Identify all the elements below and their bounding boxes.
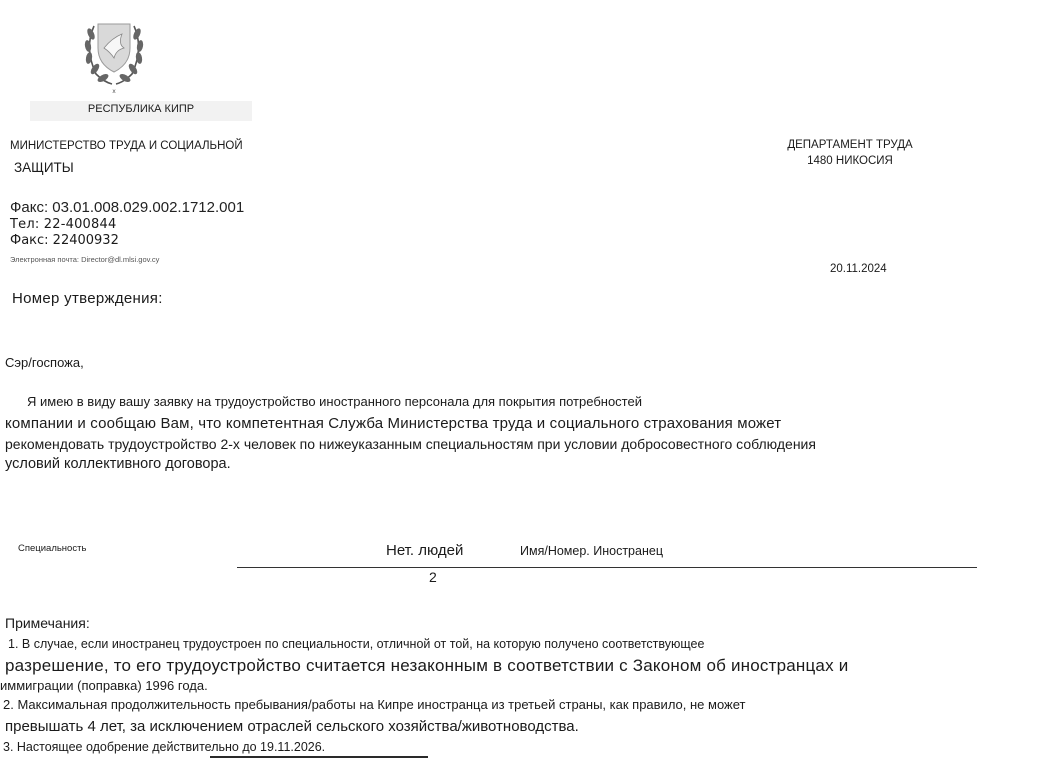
cyprus-coat-of-arms-icon [74,18,154,96]
note-2-line-1: 2. Максимальная продолжительность пребывания/работы на Кипре иностранца из третьей страны, как правило, не может [3,697,746,712]
country-label: РЕСПУБЛИКА КИПР [87,103,195,115]
body-line-1: Я имею в виду вашу заявку на трудоустройство иностранного персонала для покрытия потребностей [27,394,642,409]
department-name: ДЕПАРТАМЕНТ ТРУДА [787,139,913,151]
ministry-name-line2: ЗАЩИТЫ [14,160,74,175]
notes-heading: Примечания: [5,615,90,631]
document-date: 20.11.2024 [830,263,887,275]
table-header-specialty: Специальность [18,543,87,554]
note-2-line-2: превышать 4 лет, за исключением отраслей сельского хозяйства/животноводства. [5,718,579,735]
ministry-name-line1: МИНИСТЕРСТВО ТРУДА И СОЦИАЛЬНОЙ [10,140,243,152]
body-line-4: условий коллективного договора. [5,456,231,472]
body-line-3: рекомендовать трудоустройство 2-х человек по нижеуказанным специальностям при условии добросовестного соблюдения [5,436,816,452]
table-header-people: Нет. людей [386,542,464,559]
reference-fax-number: Факс: 03.01.008.029.002.1712.001 [10,199,245,216]
email-address: Электронная почта: Director@dl.mlsi.gov.cy [10,255,160,264]
telephone-number: Тел: 22-400844 [10,217,117,232]
svg-text:x: x [112,88,116,95]
note-1-line-2: разрешение, то его трудоустройство считается незаконным в соответствии с Законом об иностранцах и [5,656,849,675]
note-1-line-3: иммиграции (поправка) 1996 года. [0,678,208,693]
approval-number-label: Номер утверждения: [12,290,163,307]
table-people-value: 2 [429,569,437,585]
table-header-foreigner-name: Имя/Номер. Иностранец [520,544,663,558]
fax-number: Факс: 22400932 [10,233,119,248]
note-1-line-1: 1. В случае, если иностранец трудоустроен по специальности, отличной от той, на которую получено соответствующее [8,637,705,651]
note-3: 3. Настоящее одобрение действительно до 19.11.2026. [3,740,326,754]
table-divider [237,567,977,568]
greeting: Сэр/госпожа, [5,355,84,370]
validity-underline [210,756,428,758]
body-line-2: компании и сообщаю Вам, что компетентная Служба Министерства труда и социального страхования может [5,415,782,432]
department-address: 1480 НИКОСИЯ [807,155,893,167]
